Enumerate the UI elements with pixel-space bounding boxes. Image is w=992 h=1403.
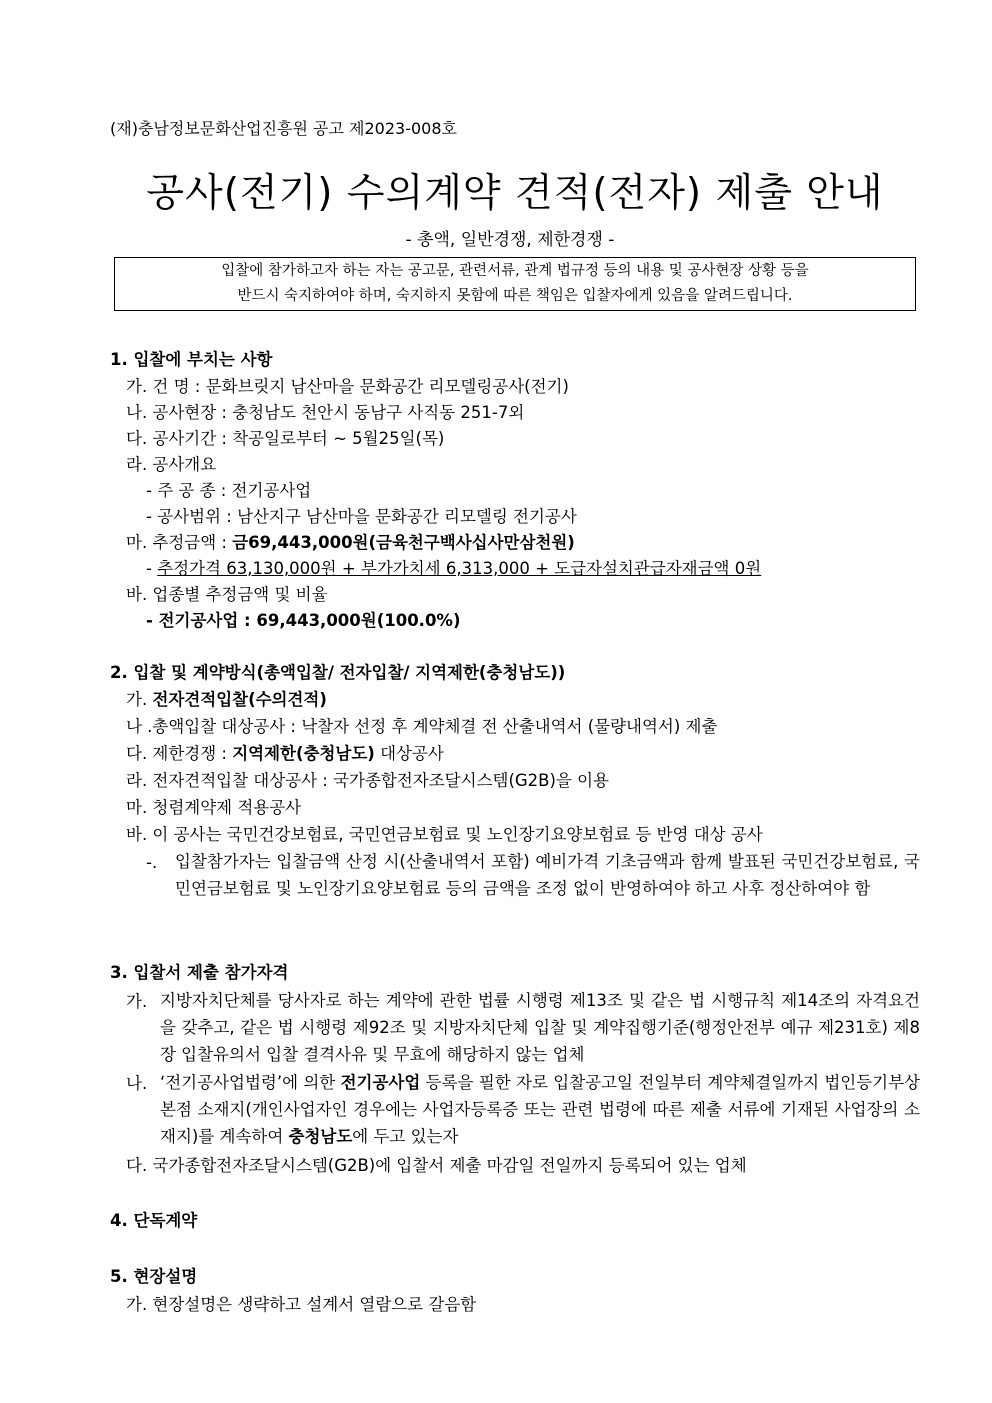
s2-item-na: 나 .총액입찰 대상공사 : 낙찰자 선정 후 계약체결 전 산출내역서 (물량내역서) 제출	[126, 717, 718, 736]
s3-na-bold: 전기공사업	[340, 1073, 421, 1092]
s3-item-da: 다. 국가종합전자조달시스템(G2B)에 입찰서 제출 마감일 전일까지 등록되어 있는 업체	[126, 1156, 747, 1175]
section-1-heading: 1. 입찰에 부치는 사항	[110, 350, 273, 369]
section-3-heading: 3. 입찰서 제출 참가자격	[110, 963, 289, 982]
notice-box	[114, 257, 916, 311]
s2-item-ba-1: 입찰참가자는 입찰금액 산정 시(산출내역서 포함) 예비가격 기초금액과 함께 발표된 국민건강보험료, 국민연금보험료 및 노인장기요양보험료 등의 금액을 조정 없이 반영하여야 하고 사후 정산하여야 함	[175, 852, 920, 898]
s1-item-ra-1: - 주 공 종 : 전기공사업	[146, 481, 312, 500]
s3-na-label: 나.	[126, 1074, 148, 1093]
s1-item-ga: 가. 건 명 : 문화브릿지 남산마을 문화공간 리모델링공사(전기)	[126, 377, 569, 396]
s1-item-ma-1	[146, 558, 761, 580]
s2-item-ra: 라. 전자견적입찰 대상공사 : 국가종합전자조달시스템(G2B)을 이용	[126, 771, 609, 790]
s3-item-ga: 지방자치단체를 당사자로 하는 계약에 관한 법률 시행령 제13조 및 같은 법 시행규칙 제14조의 자격요건을 갖추고, 같은 법 시행령 제92조 및 지방자치단체 입찰 및 계약집행기준(행정안전부 예규 제231호) 제8장 입찰유의서 입찰 결격사유 및 무효에 해당하지 않는 업체	[160, 991, 920, 1064]
s2-ba1-dash: -.	[146, 853, 158, 872]
s2-da-tail: 대상공사	[374, 744, 444, 763]
s3-na-text: 등록을 필한 자로 입찰공고일 전일부터 계약체결일까지 법인등기부상 본점 소재지(개인사업자인 경우에는 사업자등록증 또는 관련 법령에 따른 제출 서류에 기재된 사업장의 소재지)를 계속하여	[160, 1073, 920, 1146]
s1-item-ma	[126, 532, 575, 554]
s2-item-ba: 바. 이 공사는 국민건강보험료, 국민연금보험료 및 노인장기요양보험료 등 반영 대상 공사	[126, 825, 763, 844]
s2-ga-label: 가.	[126, 690, 153, 709]
notice-box-line: 반드시 숙지하여야 하며, 숙지하지 못함에 따른 책임은 입찰자에게 있음을 알려드립니다.	[237, 288, 793, 304]
s1-ma-label: 마. 추정금액 :	[126, 533, 233, 552]
s3-item-na	[160, 1069, 920, 1150]
notice-number: (재)충남정보문화산업진흥원 공고 제2023-008호	[110, 119, 457, 138]
section-5-heading: 5. 현장설명	[110, 1267, 198, 1286]
s2-item-ma: 마. 청렴계약제 적용공사	[126, 798, 302, 817]
s1-ma1-text: 추정가격 63,130,000원 + 부가가치세 6,313,000 + 도급자설치관급자재금액 0원	[157, 559, 762, 578]
page-subtitle: - 총액, 일반경쟁, 제한경쟁 -	[405, 230, 615, 250]
s1-item-da: 다. 공사기간 : 착공일로부터 ~ 5월25일(목)	[126, 429, 445, 448]
s3-ga-label: 가.	[126, 992, 148, 1011]
s3-na-text: 에 두고 있는자	[352, 1127, 459, 1146]
s1-item-ba: 바. 업종별 추정금액 및 비율	[126, 585, 328, 604]
s5-item-ga: 가. 현장설명은 생략하고 설계서 열람으로 갈음함	[126, 1295, 477, 1314]
s1-ma1-dash: -	[146, 559, 158, 578]
s3-na-bold: 충청남도	[288, 1127, 353, 1146]
s1-item-ba-1: - 전기공사업 : 69,443,000원(100.0%)	[146, 611, 461, 630]
section-4-heading: 4. 단독계약	[110, 1211, 198, 1230]
s1-item-ra: 라. 공사개요	[126, 455, 217, 474]
s1-ma-value: 금69,443,000원(금육천구백사십사만삼천원)	[232, 533, 575, 552]
s2-da-value: 지역제한(충청남도)	[232, 744, 375, 763]
s2-item-da	[126, 743, 444, 765]
s2-da-label: 다. 제한경쟁 :	[126, 744, 233, 763]
s3-na-text: ‘전기공사업법령’에 의한	[160, 1073, 341, 1092]
s2-ga-value: 전자견적입찰(수의견적)	[152, 690, 327, 709]
notice-box-line: 입찰에 참가하고자 하는 자는 공고문, 관련서류, 관계 법규정 등의 내용 및 공사현장 상황 등을	[221, 263, 809, 279]
s1-item-na: 나. 공사현장 : 충청남도 천안시 동남구 사직동 251-7외	[126, 403, 525, 422]
section-2-heading: 2. 입찰 및 계약방식(총액입찰/ 전자입찰/ 지역제한(충청남도))	[110, 663, 566, 682]
s1-item-ra-2: - 공사범위 : 남산지구 남산마을 문화공간 리모델링 전기공사	[146, 507, 577, 526]
page-title: 공사(전기) 수의계약 견적(전자) 제출 안내	[146, 171, 884, 216]
s2-item-ga	[126, 689, 327, 711]
